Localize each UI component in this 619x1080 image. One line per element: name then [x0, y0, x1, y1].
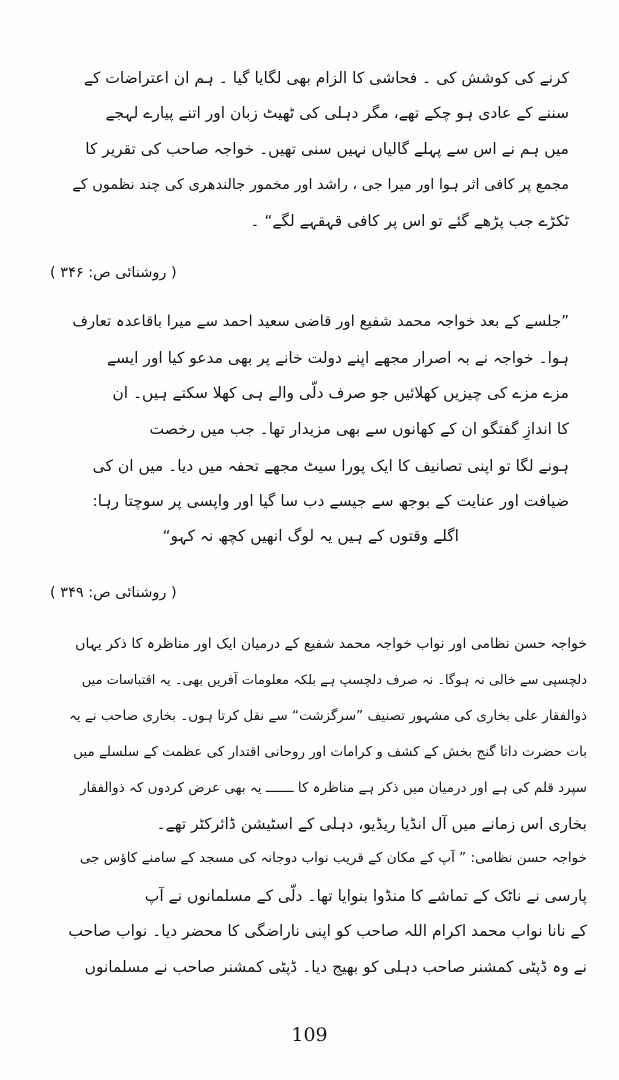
verse-line: اگلے وقتوں کے ہیں یہ لوگ انھیں کچھ نہ کہو“ — [162, 527, 459, 545]
quote-line: ”جلسے کے بعد خواجہ محمد شفیع اور قاضی سعید احمد سے میرا باقاعدہ تعارف — [72, 312, 569, 330]
paragraph-line: بات حضرت داتا گنج بخش کے کشف و کرامات اور روحانی اقتدار کی عظمت کے سلسلے میں — [73, 744, 587, 760]
page-number: 109 — [291, 1024, 328, 1046]
paragraph-line: دلچسپی سے خالی نہ ہوگا۔ نہ صرف دلچسپ ہے بلکہ معلومات آفریں بھی۔ یہ اقتباسات میں — [81, 673, 587, 688]
paragraph-line: بخاری اس زمانے میں آل انڈیا ریڈیو، دہلی کے اسٹیشن ڈائرکٹر تھے۔ — [156, 815, 587, 833]
paragraph-line: مجمع پر کافی اثر ہوا اور میرا جی ، راشد اور مخمور جالندھری کی چند نظموں کے — [72, 177, 569, 193]
paragraph-line: نے وہ ڈپٹی کمشنر صاحب دہلی کو بھیج دیا۔ ڈپٹی کمشنر صاحب نے مسلمانوں — [84, 958, 587, 976]
paragraph-line: سپرد قلم کی ہے اور درمیان میں ذکر ہے مناظرہ کا ـــــــ یہ بھی عرض کردوں کہ ذوالفقار — [80, 780, 587, 796]
paragraph-line: ذوالفقار علی بخاری کی مشہور تصنیف ”سرگزشت“ سے نقل کرتا ہوں۔ بخاری صاحب نے یہ — [68, 708, 587, 724]
paragraph-line: ٹکڑے جب پڑھے گئے تو اس پر کافی قہقہے لگے“ ۔ — [250, 212, 569, 230]
quote-line: ہوا۔ خواجہ نے بہ اصرار مجھے اپنے دولت خانے پر بھی مدعو کیا اور ایسے — [106, 349, 569, 367]
paragraph-line: خواجہ حسن نظامی: ” آپ کے مکان کے قریب نواب دوجانہ کی مسجد کے سامنے کاؤس جی — [79, 850, 587, 866]
source-reference: ( روشنائی ص: ۳۴۹ ) — [50, 585, 177, 601]
paragraph-line: کرنے کی کوشش کی ۔ فحاشی کا الزام بھی لگایا گیا ۔ ہم ان اعتراضات کے — [83, 69, 569, 87]
quote-line: ضیافت اور عنایت کے بوجھ سے جیسے دب سا گیا اور واپسی پر سوچتا رہا: — [92, 492, 569, 510]
source-reference: ( روشنائی ص: ۳۴۶ ) — [50, 265, 177, 281]
paragraph-line: سننے کے عادی ہو چکے تھے، مگر دہلی کی ٹھیٹ زبان اور اتنے پیارے لہجے — [105, 104, 569, 122]
paragraph-line: میں ہم نے اس سے پہلے گالیاں نہیں سنی تھیں۔ خواجہ صاحب کی تقریر کا — [85, 140, 569, 158]
paragraph-line: پارسی نے ناٹک کے تماشے کا منڈوا بنوایا تھا۔ دلّی کے مسلمانوں نے آپ — [144, 887, 587, 905]
paragraph-line: خواجہ حسن نظامی اور نواب خواجہ محمد شفیع کے درمیان ایک اور مناظرہ کا ذکر یہاں — [75, 636, 587, 652]
quote-line: مزے مزے کی چیزیں کھلائیں جو صرف دلّی والے ہی کھلا سکتے ہیں۔ ان — [112, 384, 569, 402]
paragraph-line: کے نانا نواب محمد اکرام اللہ صاحب کو اپنی ناراضگی کا محضر دیا۔ نواب صاحب — [68, 922, 587, 940]
quote-line: کا اندازِ گفتگو ان کے کھانوں سے بھی مزیدار تھا۔ جب میں رخصت — [149, 420, 569, 438]
quote-line: ہونے لگا تو اپنی تصانیف کا ایک پورا سیٹ مجھے تحفہ میں دیا۔ میں ان کی — [92, 457, 569, 475]
